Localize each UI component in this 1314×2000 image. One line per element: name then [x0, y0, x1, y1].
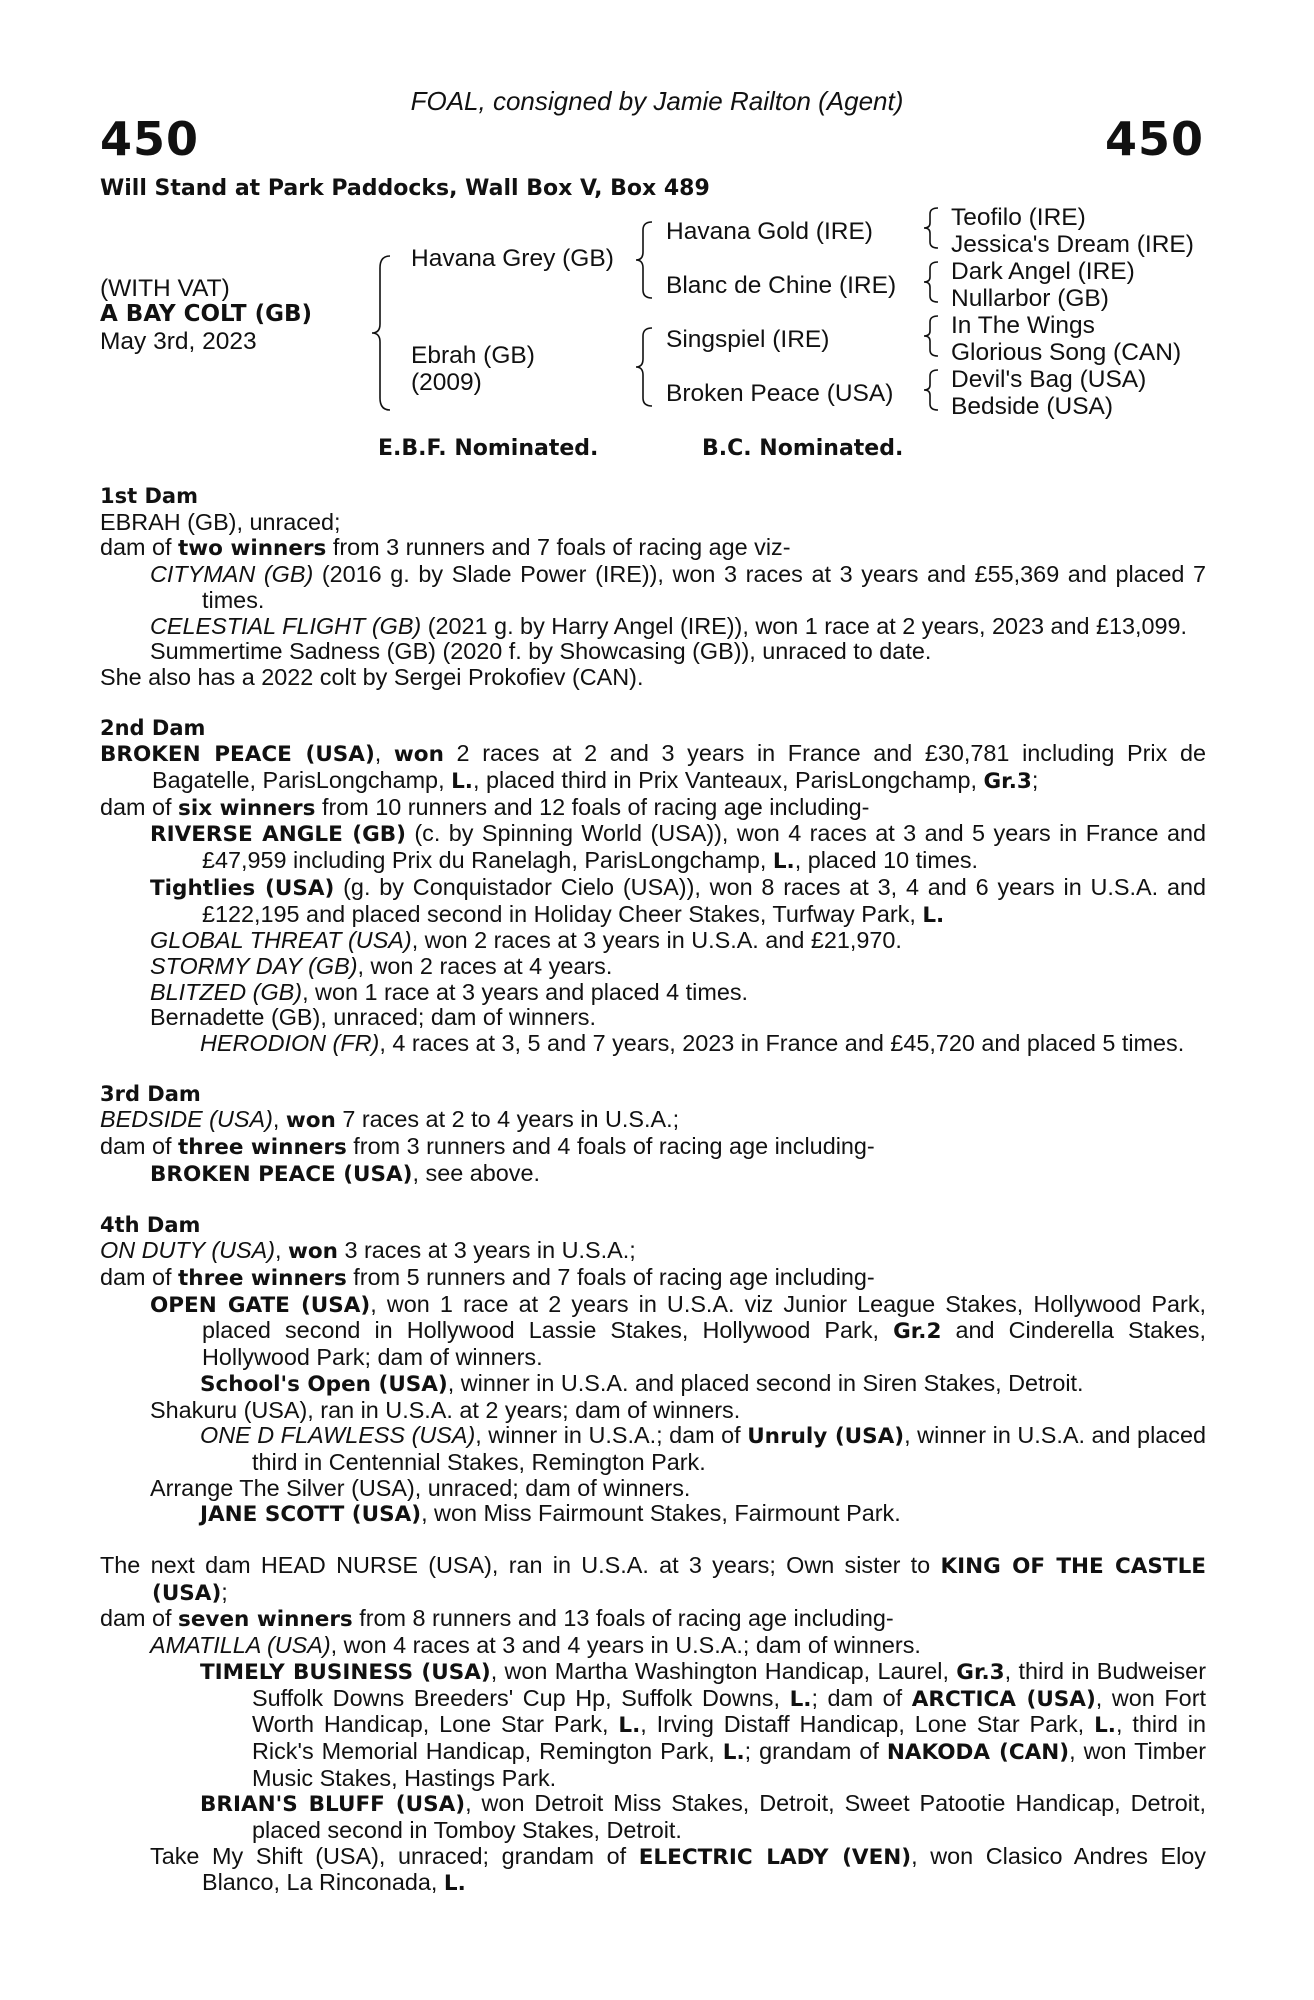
- second-dam-line: BROKEN PEACE (USA), won 2 races at 2 and 3 years in France and £30,781 including Prix de Bagatelle, ParisLongchamp, L., placed third in Prix Vanteaux, ParisLongchamp, Gr.3;: [100, 740, 1206, 795]
- produce-entry: HERODION (FR), 4 races at 3, 5 and 7 years, 2023 in France and £45,720 and placed 5 times.: [200, 1030, 1185, 1057]
- produce-entry: CITYMAN (GB) (2016 g. by Slade Power (IRE)), won 3 races at 3 years and £55,369 and placed 7 times.: [150, 561, 1206, 613]
- pedigree-brace-main: [370, 254, 396, 412]
- produce-entry: STORMY DAY (GB), won 2 races at 4 years.: [150, 952, 613, 979]
- horse-name: A BAY COLT (GB): [100, 301, 313, 327]
- bc-nomination: B.C. Nominated.: [702, 436, 904, 461]
- fourth-dam-line: ON DUTY (USA), won 3 races at 3 years in U.S.A.;: [100, 1237, 636, 1265]
- pedigree-dam-year: (2009): [411, 369, 482, 396]
- produce-entry: TIMELY BUSINESS (USA), won Martha Washington Handicap, Laurel, Gr.3, third in Budweiser Suffolk Downs Breeders' Cup Hp, Suffolk Downs, L.; dam of ARCTICA (USA), won Fort Worth Handicap, Lone Star Park, L., Irving Distaff Handicap, Lone Star Park, L., third in Rick's Memorial Handicap, Remington Park, L.; grandam of NAKODA (CAN), won Timber Music Stakes, Hastings Park.: [200, 1657, 1206, 1791]
- pedigree-sire-dam: Blanc de Chine (IRE): [666, 272, 897, 299]
- foaling-date: May 3rd, 2023: [100, 328, 257, 355]
- lot-number-left: 450: [100, 112, 200, 166]
- lot-number-right: 450: [1104, 112, 1204, 166]
- produce-entry: BLITZED (GB), won 1 race at 3 years and placed 4 times.: [150, 978, 749, 1005]
- ebf-nomination: E.B.F. Nominated.: [378, 436, 599, 461]
- produce-entry: Take My Shift (USA), unraced; grandam of ELECTRIC LADY (VEN), won Clasico Andres Eloy Blanco, La Rinconada, L.: [150, 1842, 1207, 1897]
- second-dam-produce-summary: dam of six winners from 10 runners and 12 foals of racing age including-: [100, 793, 870, 821]
- third-dam-heading: 3rd Dam: [100, 1081, 201, 1106]
- pedigree-g7: Devil's Bag (USA): [951, 366, 1147, 393]
- first-dam-heading: 1st Dam: [100, 484, 198, 508]
- pedigree-brace-g2: [922, 260, 942, 304]
- pedigree-g3: Dark Angel (IRE): [951, 258, 1135, 285]
- pedigree-brace-g1: [922, 206, 942, 250]
- stable-location: Will Stand at Park Paddocks, Wall Box V, Box 489: [100, 176, 710, 201]
- pedigree-g4: Nullarbor (GB): [951, 285, 1109, 312]
- third-dam-produce-summary: dam of three winners from 3 runners and 4 foals of racing age including-: [100, 1133, 875, 1161]
- pedigree-sire-sire: Havana Gold (IRE): [666, 218, 873, 245]
- produce-entry: Arrange The Silver (USA), unraced; dam of winners.: [150, 1474, 691, 1501]
- pedigree-g6: Glorious Song (CAN): [951, 339, 1182, 366]
- pedigree-g5: In The Wings: [951, 312, 1095, 339]
- pedigree-brace-dam: [634, 326, 656, 408]
- produce-entry: CELESTIAL FLIGHT (GB) (2021 g. by Harry Angel (IRE)), won 1 race at 2 years, 2023 and £13,099.: [150, 612, 1188, 639]
- first-dam-produce-summary: dam of two winners from 3 runners and 7 foals of racing age viz-: [100, 534, 791, 562]
- produce-entry: Summertime Sadness (GB) (2020 f. by Showcasing (GB)), unraced to date.: [150, 638, 932, 665]
- produce-entry: OPEN GATE (USA), won 1 race at 2 years in U.S.A. viz Junior League Stakes, Hollywood Park, placed second in Hollywood Lassie Stakes, Hollywood Park, Gr.2 and Cinderella Stakes, Hollywood Park; dam of winners.: [150, 1290, 1207, 1371]
- produce-entry: School's Open (USA), winner in U.S.A. and placed second in Siren Stakes, Detroit.: [200, 1369, 1084, 1397]
- produce-entry: JANE SCOTT (USA), won Miss Fairmount Stakes, Fairmount Park.: [200, 1500, 901, 1528]
- third-dam-line: BEDSIDE (USA), won 7 races at 2 to 4 years in U.S.A.;: [100, 1106, 680, 1134]
- consignor-line: FOAL, consigned by Jamie Railton (Agent): [410, 86, 904, 116]
- pedigree-dam: Ebrah (GB): [411, 342, 535, 369]
- produce-entry: BRIAN'S BLUFF (USA), won Detroit Miss Stakes, Detroit, Sweet Patootie Handicap, Detroit, placed second in Tomboy Stakes, Detroit.: [200, 1790, 1206, 1844]
- pedigree-g2: Jessica's Dream (IRE): [951, 231, 1194, 258]
- produce-entry: AMATILLA (USA), won 4 races at 3 and 4 years in U.S.A.; dam of winners.: [150, 1632, 921, 1659]
- produce-entry: BROKEN PEACE (USA), see above.: [150, 1159, 540, 1187]
- first-dam-line: EBRAH (GB), unraced;: [100, 508, 341, 535]
- produce-note: She also has a 2022 colt by Sergei Prokofiev (CAN).: [100, 663, 644, 690]
- pedigree-g8: Bedside (USA): [951, 393, 1114, 420]
- next-dam-produce-summary: dam of seven winners from 8 runners and 13 foals of racing age including-: [100, 1605, 894, 1633]
- produce-entry: RIVERSE ANGLE (GB) (c. by Spinning World (USA)), won 4 races at 3 and 5 years in France and £47,959 including Prix du Ranelagh, ParisLongchamp, L., placed 10 times.: [150, 820, 1206, 875]
- produce-entry: Bernadette (GB), unraced; dam of winners.: [150, 1004, 596, 1031]
- produce-entry: GLOBAL THREAT (USA), won 2 races at 3 years in U.S.A. and £21,970.: [150, 927, 902, 954]
- pedigree-sire: Havana Grey (GB): [411, 245, 614, 272]
- pedigree-brace-g3: [922, 314, 942, 358]
- pedigree-brace-g4: [922, 368, 942, 412]
- produce-entry: Tightlies (USA) (g. by Conquistador Cielo (USA)), won 8 races at 3, 4 and 6 years in U.S.A. and £122,195 and placed second in Holiday Cheer Stakes, Turfway Park, L.: [150, 873, 1206, 928]
- second-dam-heading: 2nd Dam: [100, 715, 206, 740]
- produce-entry: Shakuru (USA), ran in U.S.A. at 2 years; dam of winners.: [150, 1396, 741, 1423]
- vat-note: (WITH VAT): [100, 275, 230, 302]
- fourth-dam-produce-summary: dam of three winners from 5 runners and 7 foals of racing age including-: [100, 1263, 875, 1291]
- fourth-dam-heading: 4th Dam: [100, 1212, 201, 1237]
- pedigree-g1: Teofilo (IRE): [951, 204, 1086, 231]
- pedigree-dam-dam: Broken Peace (USA): [666, 380, 894, 407]
- produce-record: [100, 484, 1206, 1897]
- produce-entry: ONE D FLAWLESS (USA), winner in U.S.A.; dam of Unruly (USA), winner in U.S.A. and placed third in Centennial Stakes, Remington Park.: [200, 1422, 1206, 1475]
- next-dam-line: The next dam HEAD NURSE (USA), ran in U.S.A. at 3 years; Own sister to KING OF THE CASTLE (USA);: [100, 1552, 1206, 1606]
- pedigree-dam-sire: Singspiel (IRE): [666, 326, 830, 353]
- pedigree-brace-sire: [634, 220, 656, 300]
